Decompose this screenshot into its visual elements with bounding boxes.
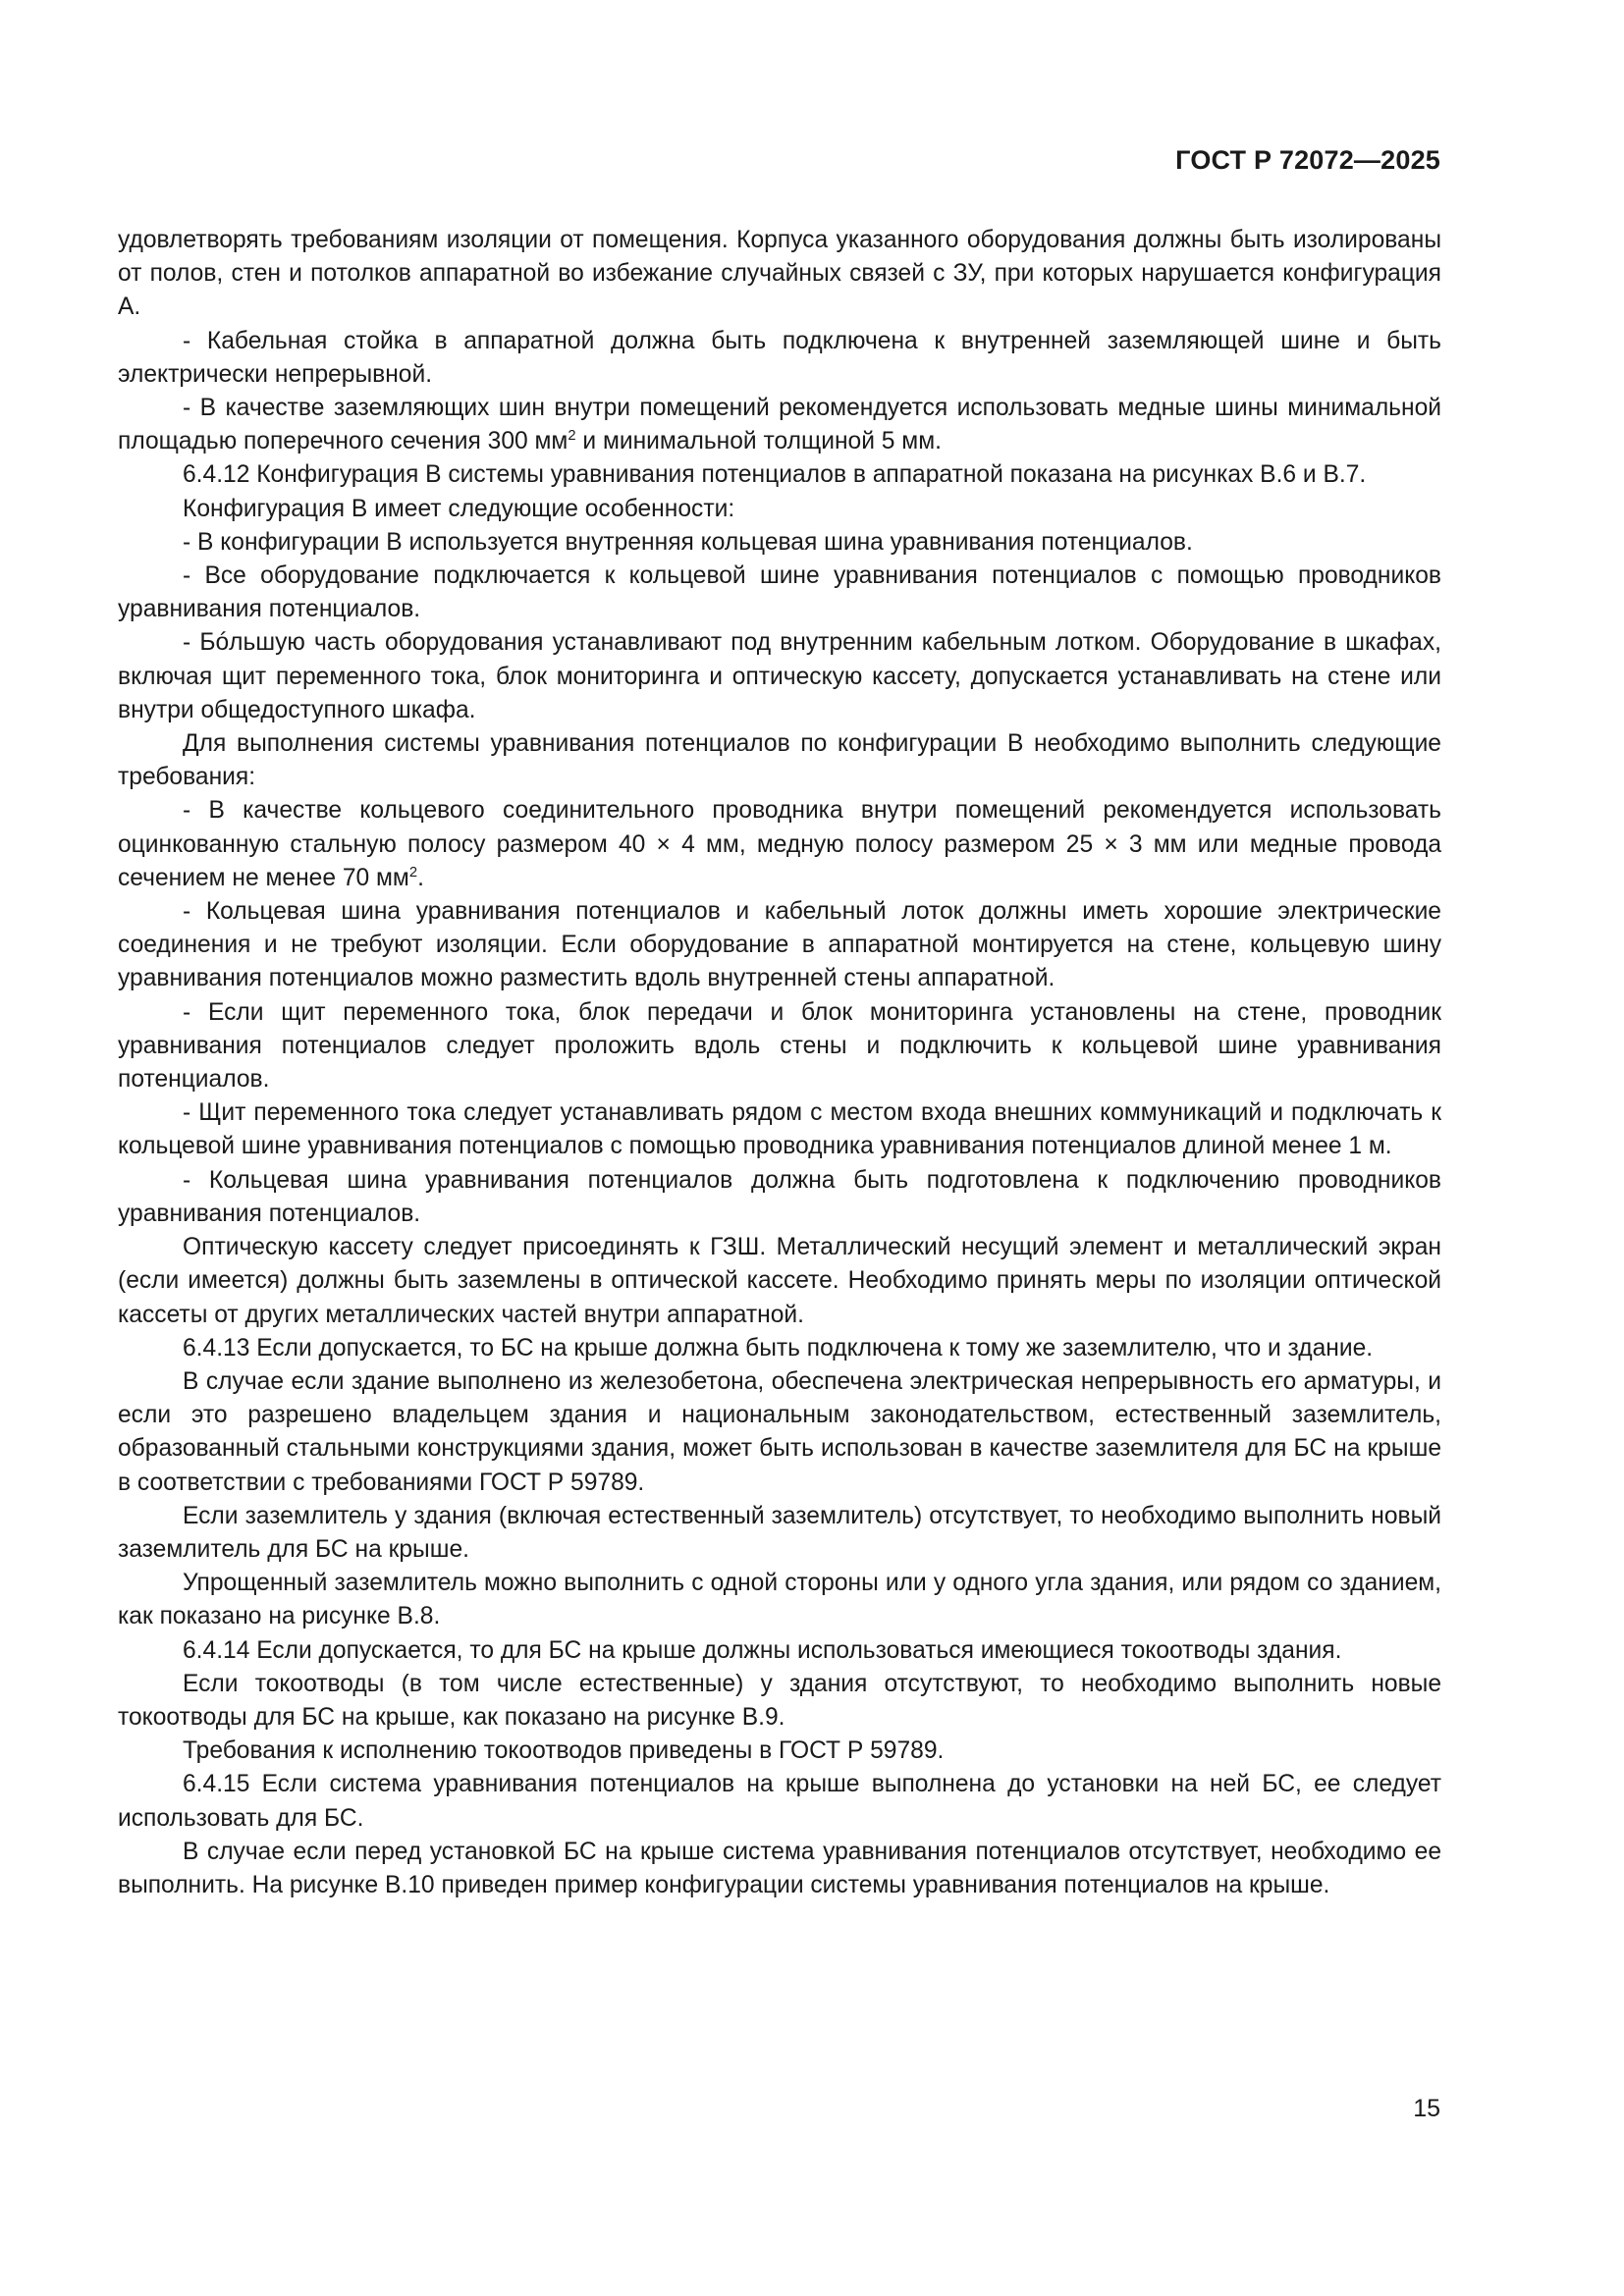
paragraph-tail: и минимальной толщиной 5 мм. bbox=[575, 428, 942, 455]
clause-6-4-13: 6.4.13 Если допускается, то БС на крыше должна быть подключена к тому же заземлителю, что и здание. bbox=[183, 1334, 1374, 1362]
paragraph-tail: . bbox=[417, 864, 424, 891]
paragraph bbox=[118, 794, 1441, 895]
paragraph: В случае если перед установкой БС на крыше система уравнивания потенциалов отсутствует, необходимо ее выполнить. На рисунке В.10 приведен пример конфигурации системы уравнивания потенциалов на крыше. bbox=[118, 1838, 1441, 1898]
paragraph: Для выполнения системы уравнивания потенциалов по конфигурации B необходимо выполнить следующие требования: bbox=[118, 730, 1441, 791]
paragraph: - Щит переменного тока следует устанавливать рядом с местом входа внешних коммуникаций и подключать к кольцевой шине уравнивания потенциалов с помощью проводника уравнивания потенциалов длиной менее 1 м. bbox=[118, 1099, 1441, 1160]
document-body bbox=[118, 224, 1441, 1902]
superscript: 2 bbox=[408, 864, 418, 881]
paragraph: - Бóльшую часть оборудования устанавливают под внутренним кабельным лотком. Оборудование в шкафах, включая щит переменного тока, блок мониторинга и оптическую кассету, допускается устанавливать на стене или внутри общедоступного шкафа. bbox=[118, 629, 1441, 723]
paragraph: - Кабельная стойка в аппаратной должна быть подключена к внутренней заземляющей шине и быть электрически непрерывной. bbox=[118, 327, 1441, 388]
page-number: 15 bbox=[1413, 2095, 1440, 2122]
paragraph: Упрощенный заземлитель можно выполнить с одной стороны или у одного угла здания, или рядом со зданием, как показано на рисунке В.8. bbox=[118, 1570, 1441, 1630]
paragraph: - В конфигурации B используется внутренняя кольцевая шина уравнивания потенциалов. bbox=[183, 528, 1193, 556]
paragraph-text: - В качестве кольцевого соединительного проводника внутри помещений рекомендуется использовать оцинкованную стальную полосу размером 40 × 4 мм, медную полосу размером 25 × 3 мм или медные провода сечением не менее 70 мм bbox=[118, 797, 1441, 891]
superscript: 2 bbox=[568, 428, 576, 445]
paragraph: - Кольцевая шина уравнивания потенциалов и кабельный лоток должны иметь хорошие электрические соединения и не требуют изоляции. Если оборудование в аппаратной монтируется на стене, кольцевую шину уравнивания потенциалов можно разместить вдоль внутренней стены аппаратной. bbox=[118, 898, 1441, 992]
document-header: ГОСТ Р 72072—2025 bbox=[1175, 145, 1440, 175]
clause-6-4-14: 6.4.14 Если допускается, то для БС на крыше должны использоваться имеющиеся токоотводы здания. bbox=[183, 1636, 1342, 1664]
paragraph: В случае если здание выполнено из железобетона, обеспечена электрическая непрерывность его арматуры, и если это разрешено владельцем здания и национальным законодательством, естественный заземлитель, образованный стальными конструкциями здания, может быть использован в качестве заземлителя для БС на крыше в соответствии с требованиями ГОСТ Р 59789. bbox=[118, 1367, 1441, 1496]
paragraph: - Кольцевая шина уравнивания потенциалов должна быть подготовлена к подключению проводников уравнивания потенциалов. bbox=[118, 1166, 1441, 1227]
paragraph: Оптическую кассету следует присоединять к ГЗШ. Металлический несущий элемент и металлический экран (если имеется) должны быть заземлены в оптической кассете. Необходимо принять меры по изоляции оптической кассеты от других металлических частей внутри аппаратной. bbox=[118, 1234, 1441, 1328]
clause-6-4-15: 6.4.15 Если система уравнивания потенциалов на крыше выполнена до установки на ней БС, ее следует использовать для БС. bbox=[118, 1771, 1441, 1832]
paragraph: Конфигурация B имеет следующие особенности: bbox=[183, 495, 735, 522]
paragraph-continuation: удовлетворять требованиям изоляции от помещения. Корпуса указанного оборудования должны быть изолированы от полов, стен и потолков аппаратной во избежание случайных связей с ЗУ, при которых нарушается конфигурация А. bbox=[118, 227, 1441, 321]
paragraph: Если заземлитель у здания (включая естественный заземлитель) отсутствует, то необходимо выполнить новый заземлитель для БС на крыше. bbox=[118, 1502, 1441, 1563]
paragraph: Если токоотводы (в том числе естественные) у здания отсутствуют, то необходимо выполнить новые токоотводы для БС на крыше, как показано на рисунке В.9. bbox=[118, 1670, 1441, 1731]
paragraph-text: - В качестве заземляющих шин внутри помещений рекомендуется использовать медные шины минимальной площадью поперечного сечения 300 мм bbox=[118, 395, 1441, 455]
paragraph bbox=[118, 392, 1441, 458]
clause-6-4-12: 6.4.12 Конфигурация B системы уравнивания потенциалов в аппаратной показана на рисунках В.6 и В.7. bbox=[183, 461, 1367, 489]
paragraph: - Если щит переменного тока, блок передачи и блок мониторинга установлены на стене, проводник уравнивания потенциалов следует проложить вдоль стены и подключить к кольцевой шине уравнивания потенциалов. bbox=[118, 998, 1441, 1094]
paragraph: Требования к исполнению токоотводов приведены в ГОСТ Р 59789. bbox=[183, 1737, 945, 1765]
paragraph: - Все оборудование подключается к кольцевой шине уравнивания потенциалов с помощью проводников уравнивания потенциалов. bbox=[118, 562, 1441, 623]
